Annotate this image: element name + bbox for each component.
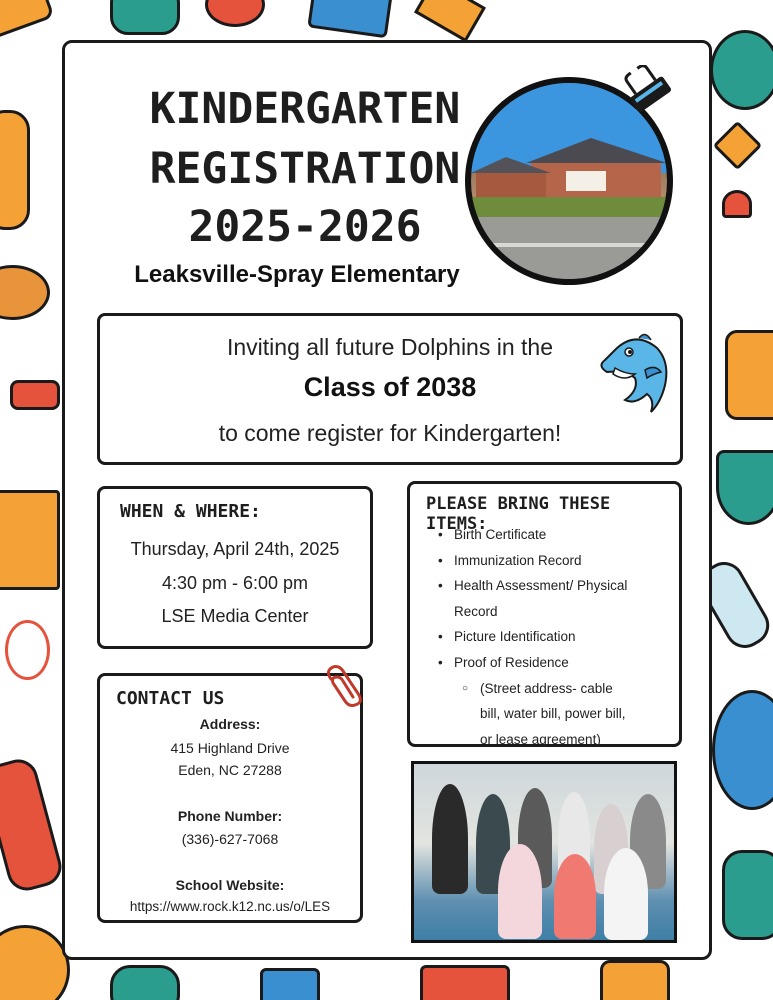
event-date: Thursday, April 24th, 2025 [130,539,340,559]
list-item: • Immunization Record [438,548,678,574]
scissors-doodle [5,620,50,680]
list-item-continuation: Record [454,603,498,619]
bottle-doodle [110,0,180,35]
student-figure [498,844,542,939]
binder-clip-icon [620,65,680,115]
title-line-2: REGISTRATION [149,144,461,194]
list-item: • Proof of Residence [438,650,678,676]
address-line-1: 415 Highland Drive [170,740,290,756]
star-doodle [713,121,762,170]
school-name: Leaksville-Spray Elementary [134,261,460,288]
bring-items-heading: PLEASE BRING THESE ITEMS: [426,494,611,534]
invite-line-1: Inviting all future Dolphins in the [226,334,554,360]
book-doodle [307,0,392,38]
list-item: • Health Assessment/ Physical [438,573,678,599]
student-figure [604,848,648,940]
bring-items-box [407,481,682,747]
invite-class-year: Class of 2038 [303,372,477,402]
heart-doodle [722,190,752,218]
palette-doodle [722,850,773,940]
bring-items-list [438,522,678,752]
flyer-card [62,40,712,960]
lamp-doodle [110,965,180,1000]
phone-number: (336)-627-7068 [181,831,279,847]
notebook-doodle [0,490,60,590]
when-where-heading: WHEN & WHERE: [120,501,261,522]
pencil-doodle [0,0,55,41]
funnel-doodle [716,450,773,525]
sub-list-item: ○ (Street address- cable [438,676,678,702]
brush-doodle [0,110,30,230]
website-link[interactable]: https://www.rock.k12.nc.us/o/LES [129,899,331,914]
invitation-box [97,313,683,465]
student-figure [554,854,596,939]
sub-list-item-continuation: or lease agreement) [480,731,601,747]
cup-doodle [600,960,670,1000]
title-line-3: 2025-2026 [188,202,422,252]
ruler-doodle [414,0,486,42]
invite-line-3: to come register for Kindergarten! [218,420,562,446]
website-label: School Website: [175,877,285,893]
paperclip-icon [321,661,371,711]
student-figure [432,784,468,894]
football-doodle [0,265,50,320]
crayon-doodle [0,755,66,895]
event-location: LSE Media Center [161,606,309,626]
apple-doodle [205,0,265,27]
students-photo [411,761,677,943]
globe-doodle [712,690,773,810]
phone-label: Phone Number: [177,808,283,824]
when-where-box [97,486,373,649]
glue-doodle [725,330,773,420]
address-label: Address: [199,716,261,732]
title-line-1: KINDERGARTEN [149,84,461,134]
marker-doodle [10,380,60,410]
basketball-doodle [0,925,70,1000]
sub-list-item-continuation: bill, water bill, power bill, [480,706,626,722]
list-item: • Birth Certificate [438,522,678,548]
eraser-doodle [260,968,320,1000]
flask-doodle [710,30,773,110]
book-stack-doodle [420,965,510,1000]
contact-heading: CONTACT US [116,688,225,709]
event-time: 4:30 pm - 6:00 pm [161,573,309,593]
address-line-2: Eden, NC 27288 [178,762,282,778]
list-item: • Picture Identification [438,624,678,650]
dolphin-mascot-icon [595,330,675,420]
